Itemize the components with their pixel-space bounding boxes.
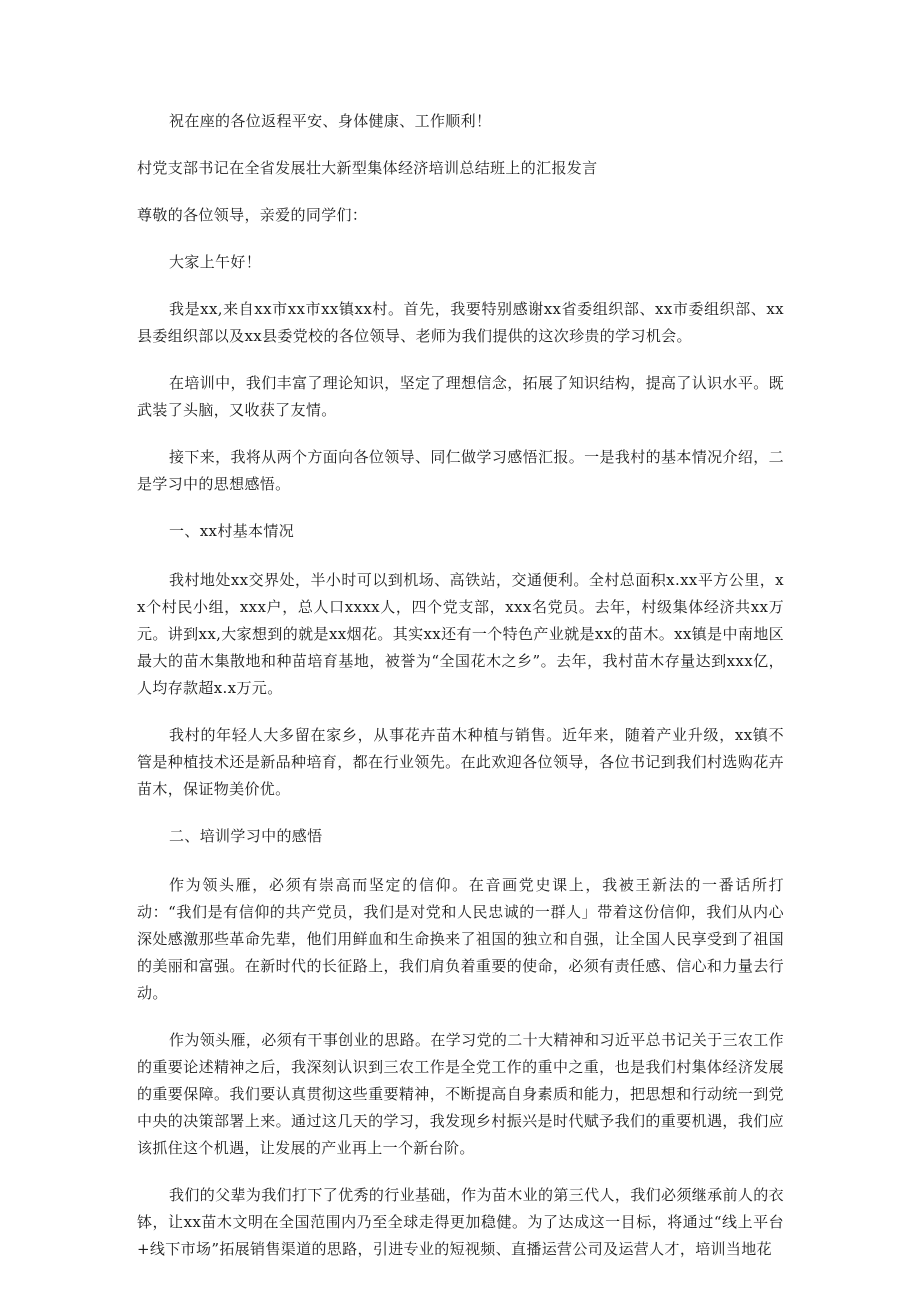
closing-wish: 祝在座的各位返程平安、身体健康、工作顺利！ [169,112,492,130]
section-heading-2: 二、培训学习中的感悟 [169,827,323,845]
speech-title: 村党支部书记在全省发展壮大新型集体经济培训总结班上的汇报发言 [137,159,598,177]
paragraph-village-info: 我村地处xx交界处，半小时可以到机场、高铁站，交通便利。全村总面积x.xx平方公里，xx个村民小组，xxx户，总人口xxxx人，四个党支部，xxx名党员。去年，村级集体经济共xx万元。讲到xx,大家想到的就是xx烟花。其实xx还有一个特色产业就是xx的苗木。xx镇是中南地区最大的苗木集散地和种苗培育基地，被誉为“全国花木之乡”。去年，我村苗木存量达到xxx亿，人均存款超x.x万元。 [137,571,784,697]
salutation: 尊敬的各位领导，亲爱的同学们： [137,206,368,224]
section-heading-1: 一、xx村基本情况 [169,522,295,540]
paragraph-belief: 作为领头雁，必须有崇高而坚定的信仰。在音画党史课上，我被王新法的一番话所打动：“我们是有信仰的共产党员，我们是对党和人民忠诚的一群人」带着这份信仰，我们从内心深处感激那些革命先辈，他们用鲜血和生命换来了祖国的独立和自强，让全国人民享受到了祖国的美丽和富强。在新时代的长征路上，我们肩负着重要的使命，必须有责任感、信心和力量去行动。 [137,876,784,1002]
paragraph-introduction: 我是xx,来自xx市xx市xx镇xx村。首先，我要特别感谢xx省委组织部、xx市委组织部、xx县委组织部以及xx县委党校的各位领导、老师为我们提供的这次珍贵的学习机会。 [137,300,784,345]
paragraph-heritage: 我们的父辈为我们打下了优秀的行业基础，作为苗木业的第三代人，我们必须继承前人的衣钵，让xx苗木文明在全国范围内乃至全球走得更加稳健。为了达成这一目标，将通过“线上平台+线下市场”拓展销售渠道的思路，引进专业的短视频、直播运营公司及运营人才，培训当地花 [137,1186,784,1258]
greeting: 大家上午好！ [169,253,262,271]
paragraph-outline: 接下来，我将从两个方面向各位领导、同仁做学习感悟汇报。一是我村的基本情况介绍，二是学习中的思想感悟。 [137,448,784,493]
paragraph-ideas: 作为领头雁，必须有干事创业的思路。在学习党的二十大精神和习近平总书记关于三农工作的重要论述精神之后，我深刻认识到三农工作是全党工作的重中之重，也是我们村集体经济发展的重要保障。我们要认真贯彻这些重要精神，不断提高自身素质和能力，把思想和行动统一到党中央的决策部署上来。通过这几天的学习，我发现乡村振兴是时代赋予我们的重要机遇，我们应该抓住这个机遇，让发展的产业再上一个新台阶。 [137,1031,784,1157]
paragraph-youth: 我村的年轻人大多留在家乡，从事花卉苗木种植与销售。近年来，随着产业升级，xx镇不管是种植技术还是新品种培育，都在行业领先。在此欢迎各位领导，各位书记到我们村选购花卉苗木，保证物美价优。 [137,726,784,798]
paragraph-training: 在培训中，我们丰富了理论知识，坚定了理想信念，拓展了知识结构，提高了认识水平。既武装了头脑，又收获了友情。 [137,374,784,419]
